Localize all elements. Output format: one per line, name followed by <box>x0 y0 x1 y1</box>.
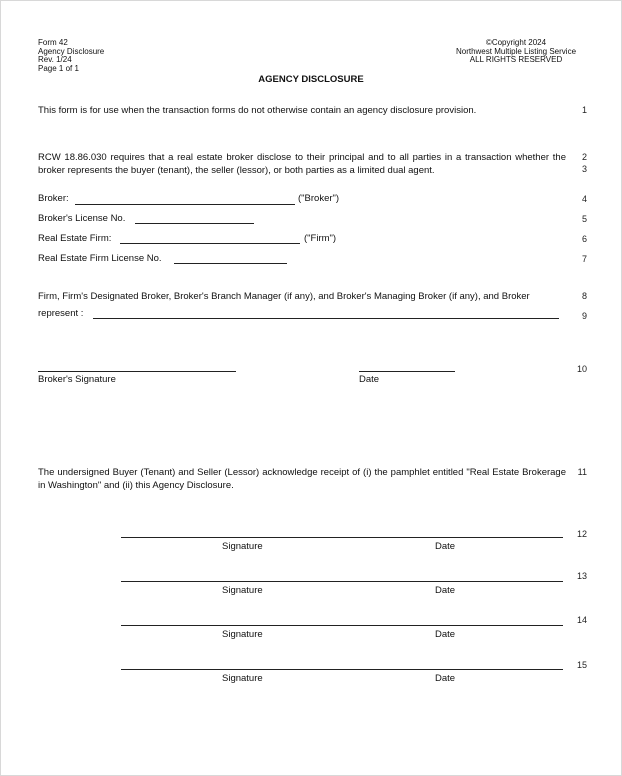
line-number: 7 <box>581 254 587 264</box>
intro-text: This form is for use when the transaction forms do not otherwise contain an agency disclosure provision. <box>38 105 477 116</box>
broker-signature-label: Broker's Signature <box>38 374 116 385</box>
broker-license-field[interactable] <box>135 223 254 224</box>
line-number: 15 <box>576 660 587 670</box>
form-header-right <box>446 39 586 65</box>
date-label: Date <box>435 629 456 640</box>
rcw-text: RCW 18.86.030 requires that a real estate broker disclose to their principal and to all parties in a transaction whether the broker represents the buyer (tenant), the seller (lessor), or both parties as a limited dual agent. <box>38 152 566 176</box>
line-number: 14 <box>576 615 587 625</box>
date-label: Date <box>435 585 456 596</box>
line-number: 13 <box>576 571 587 581</box>
represent-field[interactable] <box>93 318 559 319</box>
date-label: Date <box>435 541 456 552</box>
copyright: ©Copyright 2024 <box>485 38 547 47</box>
signature-label: Signature <box>222 673 263 684</box>
firm-name-field[interactable] <box>120 243 300 244</box>
firm-license-field[interactable] <box>174 263 287 264</box>
signature-label: Signature <box>222 541 263 552</box>
signature-line[interactable] <box>121 669 563 670</box>
form-number: Form 42 <box>38 38 68 47</box>
form-header-left <box>38 39 104 73</box>
broker-label: Broker: <box>38 193 69 204</box>
broker-license-label: Broker's License No. <box>38 213 126 224</box>
line-number: 11 <box>577 467 587 477</box>
signature-label: Signature <box>222 629 263 640</box>
line-number: 1 <box>581 105 587 115</box>
firm-label: Real Estate Firm: <box>38 233 112 244</box>
firm-suffix: ("Firm") <box>304 233 337 244</box>
line-number: 8 <box>581 291 587 301</box>
acknowledge-text: The undersigned Buyer (Tenant) and Seller (Lessor) acknowledge receipt of (i) the pamphlet entitled "Real Estate Brokerage in Washington" and (ii) this Agency Disclosure. <box>38 467 566 491</box>
signature-line[interactable] <box>121 537 563 538</box>
broker-signature-field[interactable] <box>38 371 236 372</box>
broker-suffix: ("Broker") <box>298 193 340 204</box>
signature-line[interactable] <box>121 581 563 582</box>
represent-text: Firm, Firm's Designated Broker, Broker's Branch Manager (if any), and Broker's Managing Broker (if any), and Broker <box>38 291 530 302</box>
line-number: 9 <box>581 311 587 321</box>
line-number: 3 <box>581 164 587 174</box>
form-name: Agency Disclosure <box>38 46 105 56</box>
signature-label: Signature <box>222 585 263 596</box>
rights-notice: ALL RIGHTS RESERVED <box>469 55 563 64</box>
firm-license-label: Real Estate Firm License No. <box>38 253 162 264</box>
broker-name-field[interactable] <box>75 204 295 205</box>
organization-name: Northwest Multiple Listing Service <box>455 46 577 56</box>
form-revision: Rev. 1/24 <box>38 55 72 64</box>
represent-label: represent : <box>38 308 84 319</box>
broker-date-field[interactable] <box>359 371 455 372</box>
line-number: 10 <box>576 364 587 374</box>
page-title: AGENCY DISCLOSURE <box>258 74 364 85</box>
date-label: Date <box>435 673 456 684</box>
line-number: 2 <box>581 152 587 162</box>
signature-line[interactable] <box>121 625 563 626</box>
line-number: 4 <box>581 194 587 204</box>
page-indicator: Page 1 of 1 <box>38 63 79 73</box>
broker-date-label: Date <box>359 374 380 385</box>
line-number: 6 <box>581 234 587 244</box>
line-number: 12 <box>576 529 587 539</box>
line-number: 5 <box>581 214 587 224</box>
